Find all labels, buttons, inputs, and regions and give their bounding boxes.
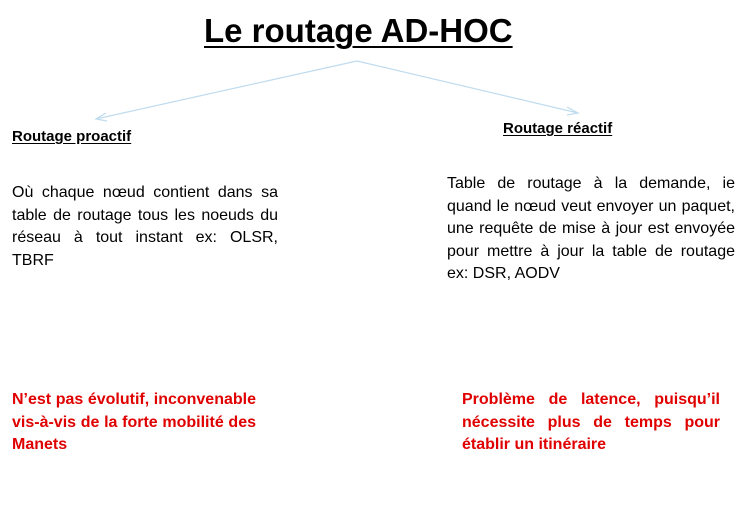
- reactive-routing-description: Table de routage à la demande, ie quand le nœud veut envoyer un paquet, une requête de mise à jour est envoyée pour mettre à jour la table de routage ex: DSR, AODV: [447, 175, 735, 282]
- diagram-title: Le routage AD-HOC: [204, 12, 513, 49]
- arrow-left-head: [96, 113, 107, 121]
- proactive-routing-heading: Routage proactif: [12, 128, 132, 145]
- proactive-routing-description: Où chaque nœud contient dans sa table de routage tous les noeuds du réseau à tout instant ex: OLSR, TBRF: [12, 184, 278, 269]
- reactive-routing-drawback: Problème de latence, puisqu’il nécessite plus de temps pour établir un itinéraire: [462, 391, 720, 453]
- arrow-left-line: [96, 61, 357, 119]
- arrow-right-head: [567, 107, 578, 115]
- proactive-routing-drawback: N’est pas évolutif, inconvenable vis-à-vis de la forte mobilité des Manets: [12, 391, 256, 453]
- arrow-right-line: [357, 61, 578, 113]
- reactive-routing-heading: Routage réactif: [503, 120, 613, 137]
